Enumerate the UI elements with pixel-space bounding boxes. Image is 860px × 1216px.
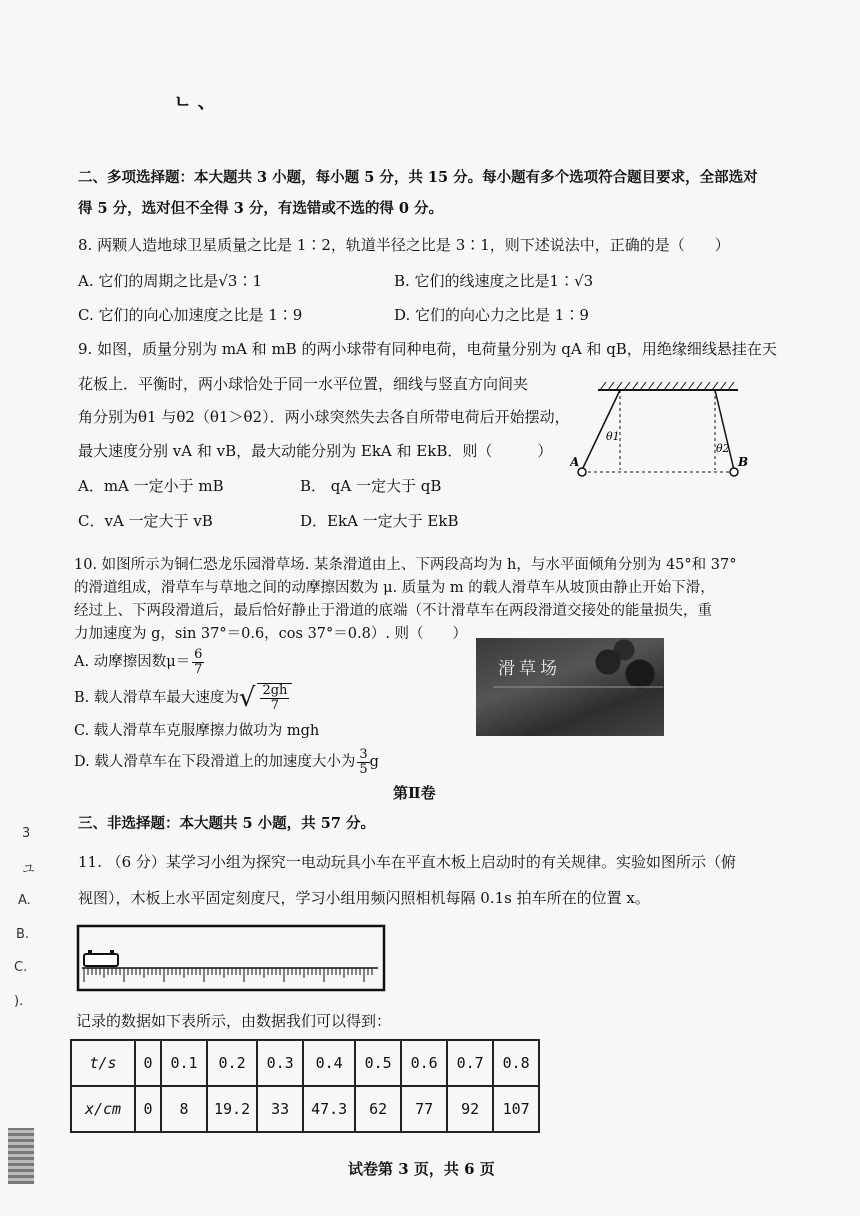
q9-option-c: C．vA 一定大于 vB (78, 512, 213, 530)
binding-edge-mark (8, 1128, 34, 1184)
q9-pendulum-figure (570, 378, 750, 482)
q9-line4: 最大速度分别 vA 和 vB，最大动能分别为 EkA 和 EkB．则（ ） (78, 442, 553, 460)
q10-option-b: B. 载人滑草车最大速度为√ $\frac{2gh}{7}$ (74, 678, 292, 718)
q9-option-d: D．EkA 一定大于 EkB (300, 512, 459, 530)
q11-toy-car (84, 954, 118, 966)
q10-b-numerator: 2gh (262, 683, 288, 698)
page-footer: 试卷第 3 页，共 6 页 (348, 1160, 495, 1178)
header-scribble: ㄴ 、 (174, 92, 216, 113)
q10-option-b-prefix: B. 载人滑草车最大速度为 (74, 690, 239, 706)
q10-line2: 的滑道组成，滑草车与草地之间的动摩擦因数为 μ. 质量为 m 的载人滑草车从坡顶由静止开始下滑， (74, 580, 715, 596)
part2-title: 第Ⅱ卷 (393, 784, 436, 802)
table-cell: 0.4 (303, 1040, 355, 1086)
q10-b-denominator: 7 (270, 698, 280, 713)
q9-label-theta2: θ2 (716, 442, 730, 455)
q10-option-a (74, 644, 204, 680)
table-cell: 33 (257, 1086, 303, 1132)
q10-line4: 力加速度为 g，sin 37°＝0.6，cos 37°＝0.8）. 则（ ） (74, 626, 468, 642)
table-cell: 0.6 (401, 1040, 447, 1086)
q11-ruler-ticks (84, 968, 372, 982)
table-cell: 77 (401, 1086, 447, 1132)
table-cell: 0 (135, 1040, 161, 1086)
margin-mark: B. (16, 927, 30, 942)
q8-option-a: A. 它们的周期之比是√3∶1 (78, 272, 263, 290)
q10-option-d-suffix: g (369, 754, 379, 770)
q9-line2: 花板上．平衡时，两小球恰处于同一水平位置，细线与竖直方向间夹 (78, 375, 529, 393)
table-cell: 0.1 (161, 1040, 207, 1086)
margin-mark: ユ (22, 862, 36, 877)
table-cell: 19.2 (207, 1086, 257, 1132)
table-row (71, 1086, 539, 1132)
q9-option-a: A．mA 一定小于 mB (78, 477, 224, 495)
q10-line1: 10. 如图所示为铜仁恐龙乐园滑草场. 某条滑道由上、下两段高均为 h，与水平面倾角分别为 45°和 37° (74, 557, 737, 573)
table-cell: 0.8 (493, 1040, 539, 1086)
table-cell: 0.7 (447, 1040, 493, 1086)
section2-line1: 二、多项选择题：本大题共 3 小题，每小题 5 分，共 15 分。每小题有多个选项符合题目要求，全部选对 (78, 169, 758, 186)
q10-grass-slide-photo (476, 638, 664, 736)
q11-line2: 视图），木板上水平固定刻度尺，学习小组用频闪照相机每隔 0.1s 拍车所在的位置 x。 (78, 889, 650, 907)
q10-photo-label: 滑草场 (498, 659, 561, 679)
table-cell: 107 (493, 1086, 539, 1132)
q11-record-text: 记录的数据如下表所示，由数据我们可以得到： (76, 1012, 392, 1030)
table-cell: 0.3 (257, 1040, 303, 1086)
q8-option-c: C. 它们的向心加速度之比是 1∶9 (78, 306, 303, 324)
table-cell: 47.3 (303, 1086, 355, 1132)
table-cell: x/cm (71, 1086, 135, 1132)
table-cell: t/s (71, 1040, 135, 1086)
margin-mark: ). (14, 994, 24, 1009)
table-cell: 92 (447, 1086, 493, 1132)
q9-option-b: B． qA 一定大于 qB (300, 477, 442, 495)
margin-mark: A. (18, 893, 31, 908)
q10-option-d-fraction (357, 748, 369, 777)
table-cell: 62 (355, 1086, 401, 1132)
q9-ball-b (730, 468, 738, 476)
q9-string-b (715, 390, 734, 470)
q10-photo-slope (478, 686, 663, 728)
margin-mark: 3 (22, 826, 31, 841)
q9-line3: 角分别为θ1 与θ2（θ1＞θ2）．两小球突然失去各自所带电荷后开始摆动， (78, 408, 570, 426)
q10-option-b-fraction (257, 683, 292, 713)
q8-option-b: B. 它们的线速度之比是1∶√3 (394, 272, 594, 290)
q9-label-a: A (570, 455, 580, 469)
margin-mark: C. (14, 960, 28, 975)
q8-stem: 8. 两颗人造地球卫星质量之比是 1∶2，轨道半径之比是 3∶1，则下述说法中，正确的是（ ） (78, 236, 730, 254)
q10-d-numerator: 3 (359, 746, 368, 762)
table-cell: 0.2 (207, 1040, 257, 1086)
q10-a-numerator: 6 (194, 646, 203, 662)
q9-ball-a (578, 468, 586, 476)
q10-option-a-prefix: A. 动摩擦因数μ＝ (74, 654, 191, 670)
table-cell: 0.5 (355, 1040, 401, 1086)
section2-line2: 得 5 分，选对但不全得 3 分，有选错或不选的得 0 分。 (78, 200, 444, 217)
table-cell: 8 (161, 1086, 207, 1132)
table-cell: 0 (135, 1086, 161, 1132)
q9-label-theta1: θ1 (606, 430, 620, 443)
q10-d-denominator: 5 (359, 761, 368, 777)
q11-line1: 11. （6 分）某学习小组为探究一电动玩具小车在平直木板上启动时的有关规律。实验如图所示（俯 (78, 853, 736, 871)
q10-option-c: C. 载人滑草车克服摩擦力做功为 mgh (74, 723, 320, 739)
q10-option-a-fraction (192, 648, 204, 677)
q9-line1: 9. 如图，质量分别为 mA 和 mB 的两小球带有同种电荷，电荷量分别为 qA 和 qB，用绝缘细线悬挂在天 (78, 340, 777, 358)
q10-a-denominator: 7 (194, 661, 203, 677)
q11-data-table (70, 1039, 540, 1133)
q10-option-d-prefix: D. 载人滑草车在下段滑道上的加速度大小为 (74, 754, 356, 770)
table-row (71, 1040, 539, 1086)
q9-label-b: B (738, 455, 749, 469)
q8-option-d: D. 它们的向心力之比是 1∶9 (394, 306, 589, 324)
section3-title: 三、非选择题：本大题共 5 小题，共 57 分。 (78, 815, 375, 832)
q11-ruler-figure (76, 924, 386, 992)
q10-option-d (74, 744, 379, 780)
q10-line3: 经过上、下两段滑道后，最后恰好静止于滑道的底端（不计滑草车在两段滑道交接处的能量损失，重 (74, 603, 712, 619)
